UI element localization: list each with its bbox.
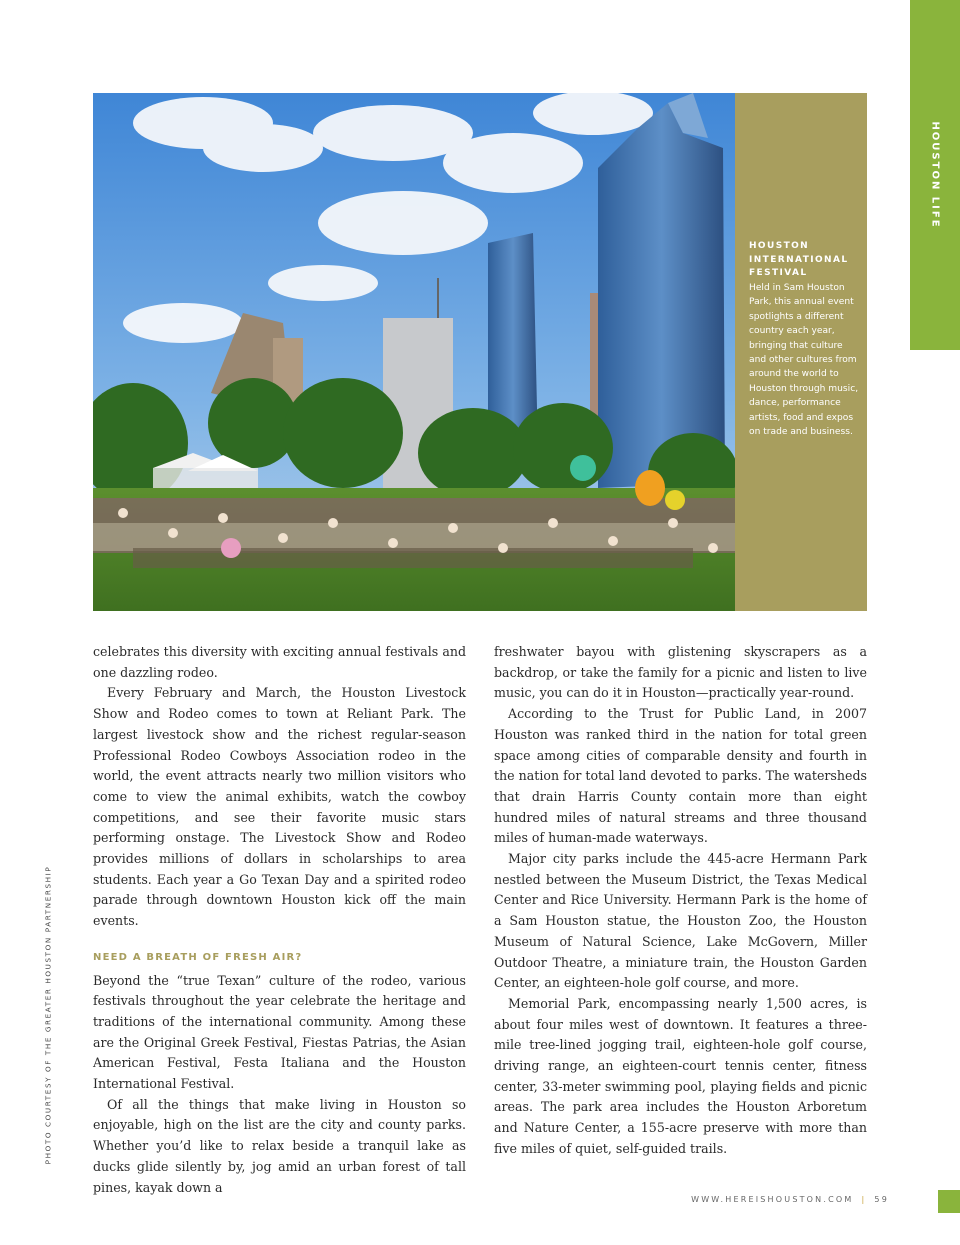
footer-url: WWW.HEREISHOUSTON.COM (691, 1195, 854, 1204)
section-tab-notch (910, 336, 924, 350)
footer-separator: | (861, 1195, 867, 1204)
paragraph: Memorial Park, encompassing nearly 1,500 acres, is about four miles west of downtown. It features a three-mile tree-lined jogging trail, eighteen-hole golf course, driving range, an eighteen-court tennis center, fitness center, 33-meter swimming pool, playing fields and picnic areas. The park area includes the Houston Arboretum and Nature Center, a 155-acre preserve with more than five miles of quiet, self-guided trails. (494, 995, 867, 1156)
paragraph: Beyond the “true Texan” culture of the rodeo, various festivals throughout the year celebrate the heritage and traditions of the international community. Among these are the Original Greek Festival, Fiestas Patrias, the Asian American Festival, Festa Italiana and the Houston International Festival. (93, 972, 466, 1092)
paragraph: According to the Trust for Public Land, in 2007 Houston was ranked third in the nation for total green space among cities of comparable density and fourth in the nation for total land devoted to parks. The watersheds that drain Harris County contain more than eight hundred miles of natural streams and three thousand miles of human-made waterways. (494, 706, 867, 846)
section-subhead: NEED A BREATH OF FRESH AIR? (93, 951, 303, 963)
footer-tab (938, 1190, 960, 1213)
page-footer (691, 1195, 889, 1204)
paragraph: Every February and March, the Houston Livestock Show and Rodeo comes to town at Reliant Park. The largest livestock show and the richest regular-season Professional Rodeo Cowboys Association rodeo in the world, the event attracts nearly two million visitors who come to view the animal exhibits, watch the cowboy competitions, and see their favorite music stars performing onstage. The Livestock Show and Rodeo provides millions of dollars in scholarships to area students. Each year a Go Texan Day and a spirited rodeo parade through downtown Houston kick off the main events. (93, 685, 466, 929)
festival-photo (93, 93, 735, 611)
paragraph: freshwater bayou with glistening skyscrapers as a backdrop, or take the family for a picnic and listen to live music, you can do it in Houston—practically year-round. (494, 644, 867, 701)
left-column (93, 642, 466, 1198)
paragraph: Of all the things that make living in Houston so enjoyable, high on the list are the city and county parks. Whether you’d like to relax beside a tranquil lake as ducks glide silently by, jog amid an urban forest of tall pines, kayak down a (93, 1096, 466, 1195)
caption-text: Held in Sam Houston Park, this annual event spotlights a different country each year, bringing that culture and other cultures from around the world to Houston through music, dance, performance artists, food and expos on trade and business. (749, 283, 859, 438)
photo-credit: PHOTO COURTESY OF THE GREATER HOUSTON PARTNERSHIP (43, 865, 53, 1165)
page-number: 59 (874, 1195, 889, 1204)
caption-title: HOUSTON INTERNATIONAL FESTIVAL (749, 241, 849, 278)
paragraph: Major city parks include the 445-acre Hermann Park nestled between the Museum District, the Texas Medical Center and Rice University. Hermann Park is the home of a Sam Houston statue, the Houston Zoo, the Houston Museum of Natural Science, Lake McGovern, Miller Outdoor Theatre, a miniature train, the Houston Garden Center, an eighteen-hole golf course, and more. (494, 851, 867, 991)
right-column (494, 642, 867, 1160)
paragraph: celebrates this diversity with exciting annual festivals and one dazzling rodeo. (93, 644, 466, 680)
section-tab-label: HOUSTON LIFE (929, 121, 941, 229)
